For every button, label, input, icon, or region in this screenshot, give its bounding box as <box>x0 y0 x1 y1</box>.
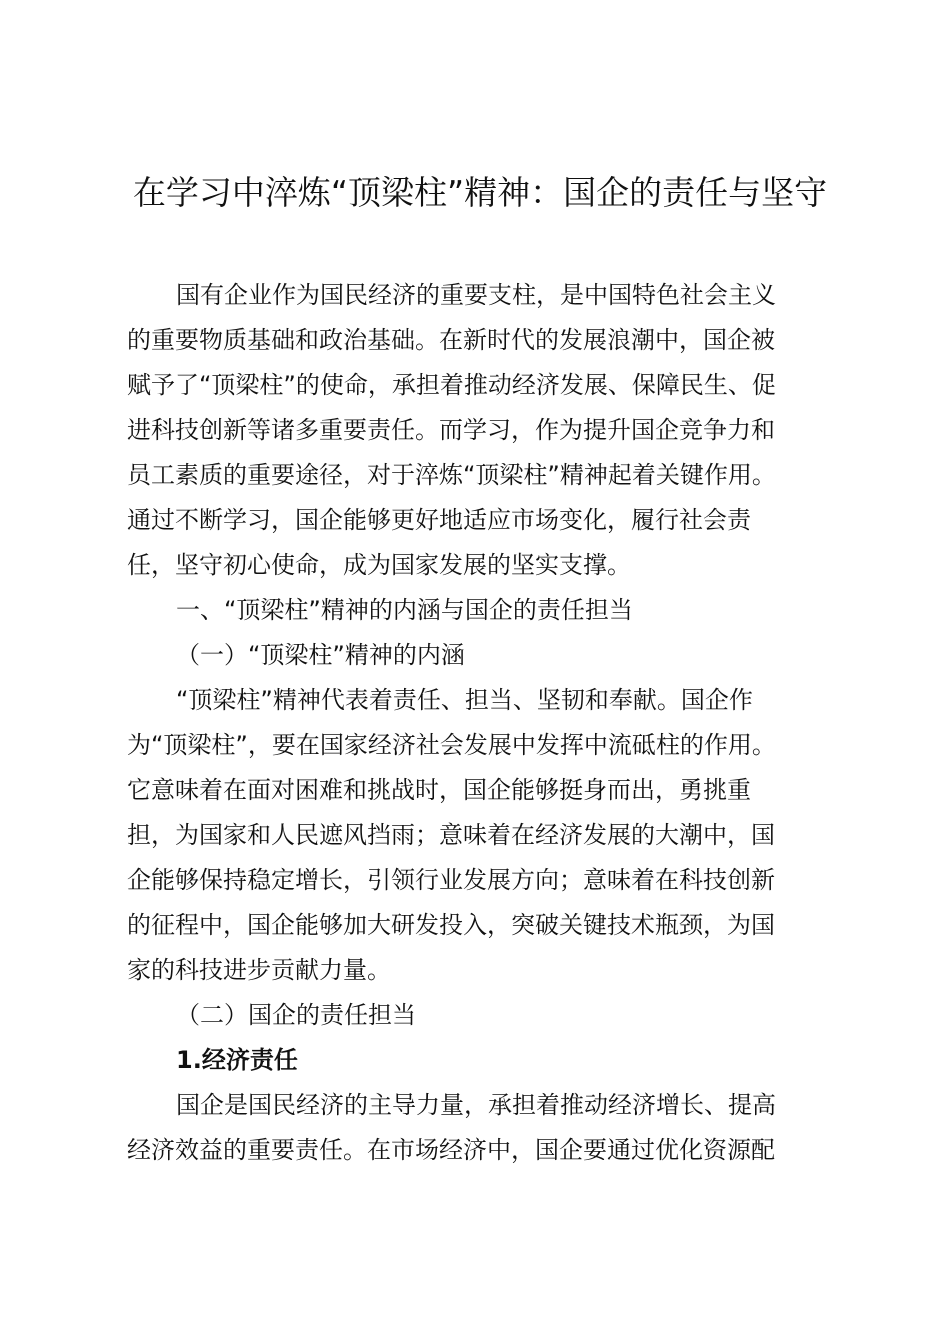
paragraph-line: 国企是国民经济的主导力量，承担着推动经济增长、提高 <box>176 1091 776 1119</box>
paragraph-line: 任，坚守初心使命，成为国家发展的坚实支撑。 <box>127 551 631 579</box>
document-title: 在学习中淬炼“顶梁柱”精神：国企的责任与坚守 <box>132 173 828 212</box>
paragraph-line: 它意味着在面对困难和挑战时，国企能够挺身而出，勇挑重 <box>127 776 751 804</box>
document-body <box>127 273 821 1173</box>
paragraph-line: 赋予了“顶梁柱”的使命，承担着推动经济发展、保障民生、促 <box>127 371 776 399</box>
paragraph-line: （一）“顶梁柱”精神的内涵 <box>176 641 465 669</box>
paragraph-line: 企能够保持稳定增长，引领行业发展方向；意味着在科技创新 <box>127 866 775 894</box>
paragraph-line: 员工素质的重要途径，对于淬炼“顶梁柱”精神起着关键作用。 <box>127 461 776 489</box>
paragraph-line: 为“顶梁柱”，要在国家经济社会发展中发挥中流砥柱的作用。 <box>127 731 776 759</box>
paragraph-line: “顶梁柱”精神代表着责任、担当、坚韧和奉献。国企作 <box>176 686 753 714</box>
paragraph-line: 的重要物质基础和政治基础。在新时代的发展浪潮中，国企被 <box>127 326 775 354</box>
paragraph-line: 经济效益的重要责任。在市场经济中，国企要通过优化资源配 <box>127 1136 775 1164</box>
paragraph-line: 一、“顶梁柱”精神的内涵与国企的责任担当 <box>176 596 633 624</box>
paragraph-line: 的征程中，国企能够加大研发投入，突破关键技术瓶颈，为国 <box>127 911 775 939</box>
paragraph-line: （二）国企的责任担当 <box>176 1001 416 1029</box>
paragraph-line: 担，为国家和人民遮风挡雨；意味着在经济发展的大潮中，国 <box>127 821 775 849</box>
paragraph-line: 通过不断学习，国企能够更好地适应市场变化，履行社会责 <box>127 506 751 534</box>
paragraph-line: 家的科技进步贡献力量。 <box>127 956 391 984</box>
paragraph-line: 国有企业作为国民经济的重要支柱，是中国特色社会主义 <box>176 281 776 309</box>
section-heading-line: 1.经济责任 <box>176 1046 298 1074</box>
paragraph-line: 进科技创新等诸多重要责任。而学习，作为提升国企竞争力和 <box>127 416 775 444</box>
